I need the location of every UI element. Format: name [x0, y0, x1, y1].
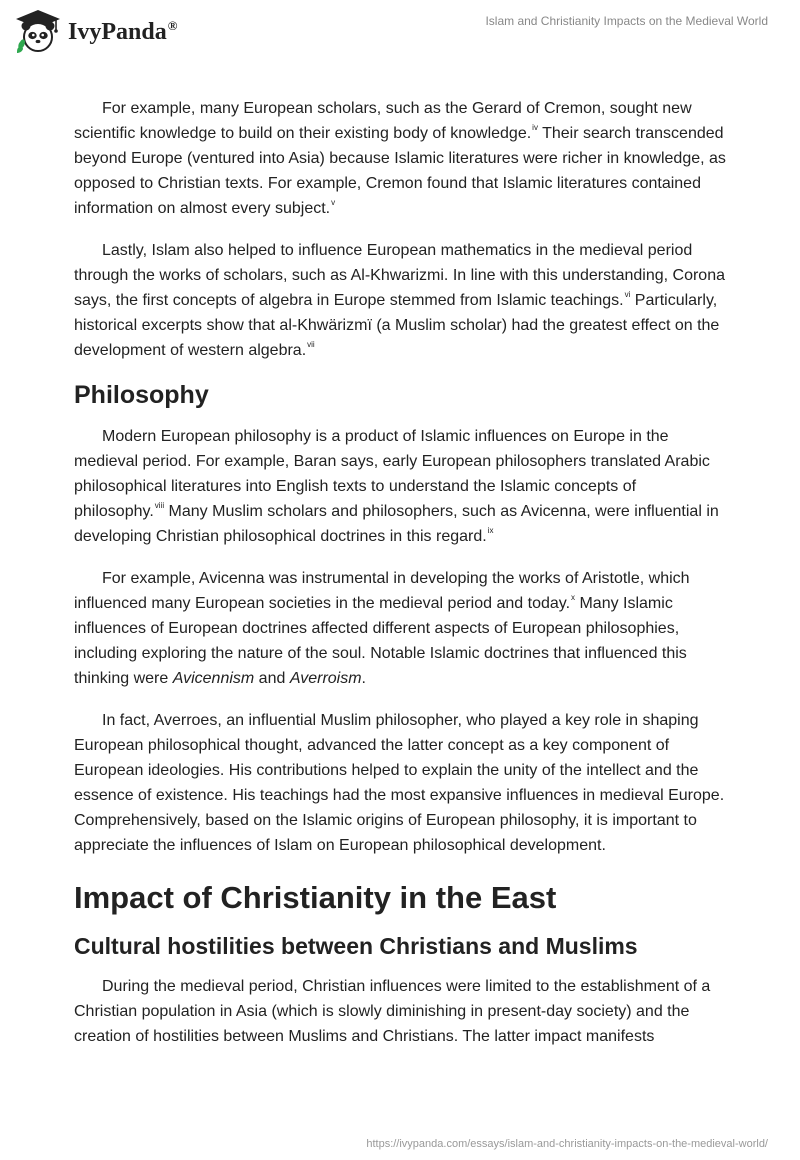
heading-impact-christianity: Impact of Christianity in the East [74, 880, 557, 915]
page-header [0, 0, 800, 64]
heading-cultural-hostilities: Cultural hostilities between Christians and Muslims [74, 933, 638, 959]
footnote-ref-ix[interactable]: ix [487, 526, 494, 535]
registered-mark: ® [167, 18, 178, 33]
paragraph-scholars: For example, many European scholars, such as the Gerard of Cremon, sought new scientific knowledge to build on their existing body of knowledge.$^{iv}$ Their search transcended beyond Europe (ventured into Asia) because Islamic literatures were richer in knowledge, as opposed to Christian texts. For example, Cremon found that Islamic literatures contained information on almost every subject.$^v$ [74, 100, 726, 217]
paragraph-modern-philosophy: Modern European philosophy is a product of Islamic influences on Europe in the medieval period. For example, Baran says, early European philosophers translated Arabic philosophical literatures into English texts to understand the Islamic concepts of philosophy.$^{viii}$ Many Muslim scholars and philosophers, such as Avicenna, were influential in developing Christian philosophical doctrines in this regard.$^{ix}$ [74, 428, 719, 545]
essay-content [74, 96, 730, 1066]
ivypanda-logo[interactable] [14, 8, 177, 54]
footnote-ref-v[interactable]: v [331, 198, 336, 207]
source-url[interactable]: https://ivypanda.com/essays/islam-and-christianity-impacts-on-the-medieval-world/ [366, 1138, 768, 1150]
footnote-ref-iv[interactable]: iv [532, 123, 538, 132]
brand-name: IvyPanda® [68, 18, 178, 45]
footnote-ref-vi[interactable]: vi [624, 290, 631, 299]
term-averroism: Averroism [289, 670, 362, 687]
document-title: Islam and Christianity Impacts on the Medieval World [485, 14, 768, 28]
paragraph-medieval-christian: During the medieval period, Christian influences were limited to the establishment of a Christian population in Asia (which is slowly diminishing in present-day society) and the creation of hostilities between Muslims and Christians. The latter impact manifests [74, 978, 711, 1045]
term-avicennism: Avicennism [172, 670, 255, 687]
panda-graduate-icon [14, 8, 62, 54]
footnote-ref-x[interactable]: x [571, 593, 576, 602]
paragraph-avicenna: For example, Avicenna was instrumental in developing the works of Aristotle, which influenced many European societies in the medieval period and today.$^x$ Many Islamic influences of European doctrines affected different aspects of European philosophies, including exploring the nature of the soul. Notable Islamic doctrines that influenced this thinking were Avicennism and Averroism. [74, 570, 690, 687]
footnote-ref-viii[interactable]: viii [154, 501, 165, 510]
paragraph-averroes: In fact, Averroes, an influential Muslim philosopher, who played a key role in shaping European philosophical thought, advanced the latter concept as a key component of European ideologies. His contributions helped to explain the unity of the intellect and the essence of existence. His teachings had the most expansive influences in medieval Europe. Comprehensively, based on the Islamic origins of European philosophy, it is important to appreciate the influences of Islam on European philosophical development. [74, 712, 725, 854]
paragraph-mathematics: Lastly, Islam also helped to influence European mathematics in the medieval period through the works of scholars, such as Al-Khwarizmi. In line with this understanding, Corona says, the first concepts of algebra in Europe stemmed from Islamic teachings.$^{vi}$ Particularly, historical excerpts show that al-Khwärizmï (a Muslim scholar) had the greatest effect on the development of western algebra.$^{vii}$ [74, 242, 725, 359]
footnote-ref-vii[interactable]: vii [307, 340, 315, 349]
heading-philosophy: Philosophy [74, 381, 209, 409]
